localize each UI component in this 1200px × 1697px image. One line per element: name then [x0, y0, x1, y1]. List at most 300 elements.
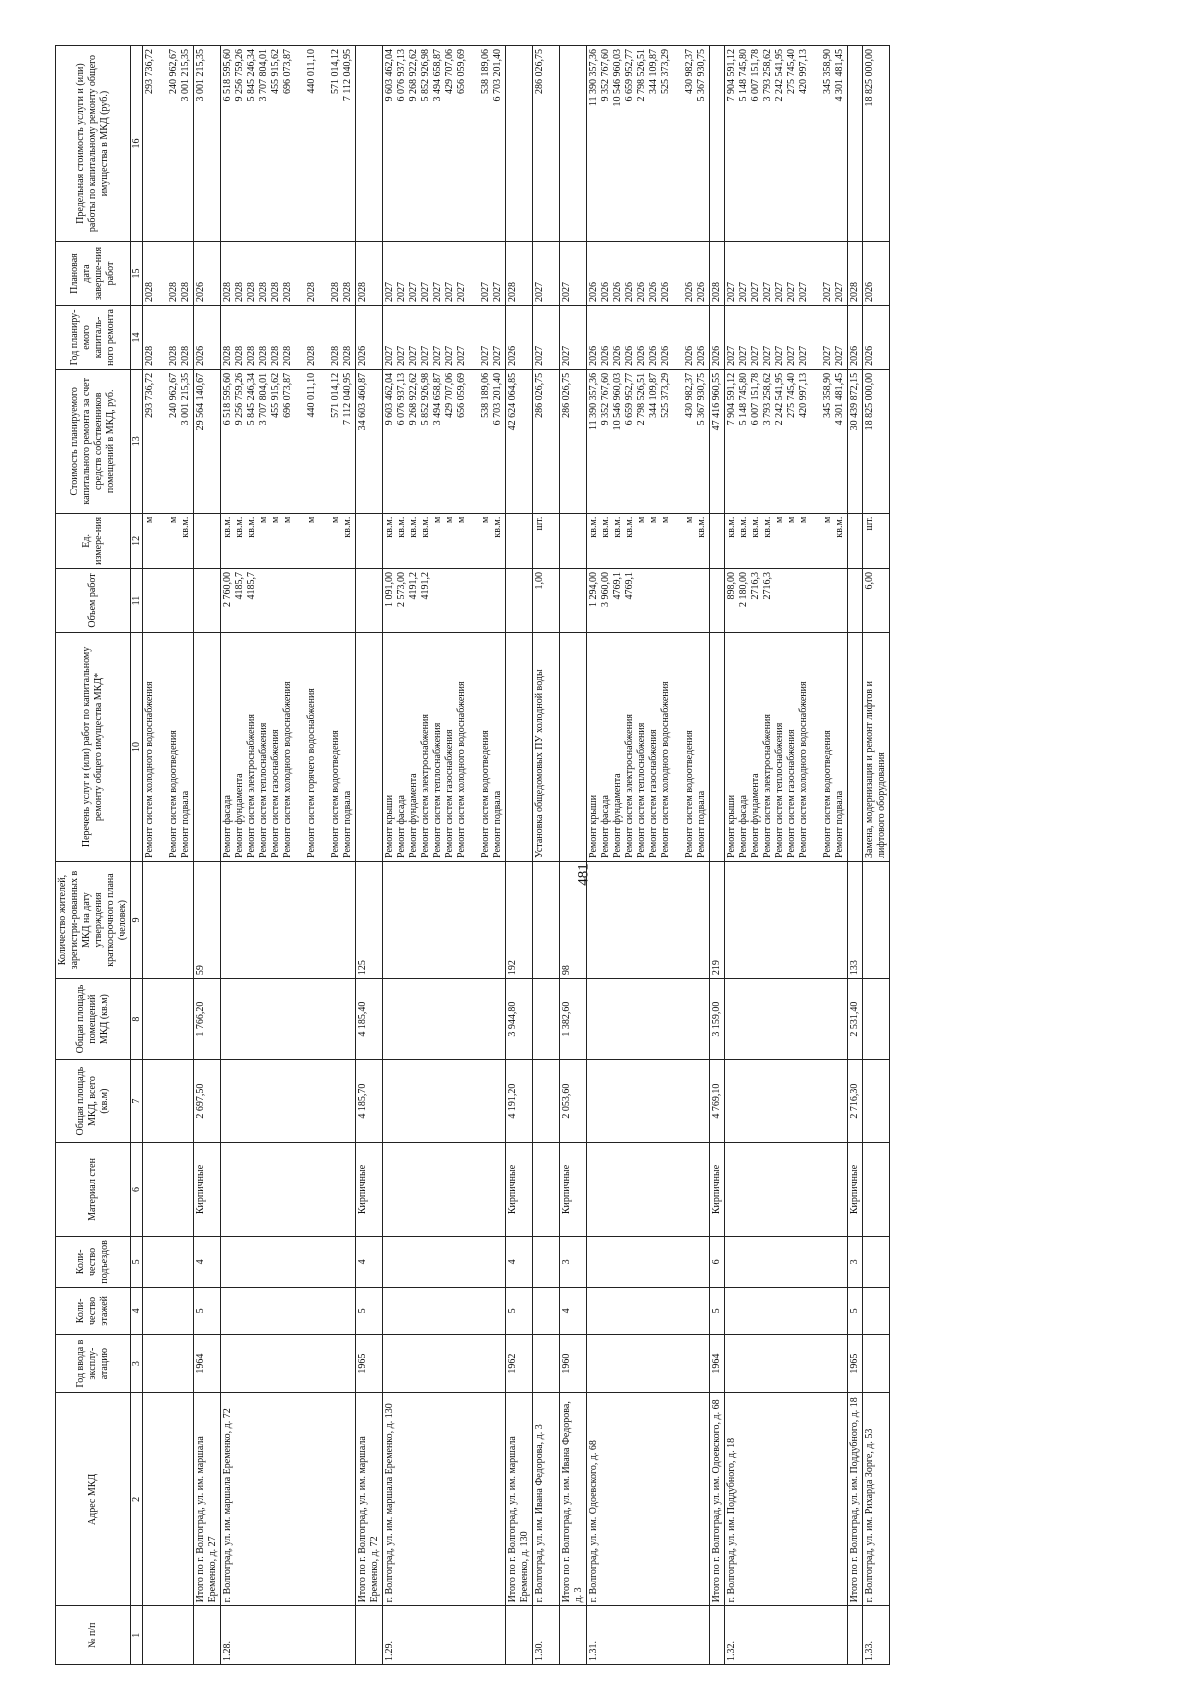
work-cost: 286 026,75 [534, 372, 545, 418]
work-end-date: 2026 [660, 281, 671, 302]
empty-cell [356, 632, 383, 861]
work-cost: 2 242 541,95 [774, 372, 785, 426]
work-end-date: 2028 [306, 281, 317, 302]
work-end-date-cell [221, 242, 356, 306]
header-row [56, 46, 131, 1665]
works-row [587, 46, 710, 1665]
work-volume: 4191,2 [408, 572, 419, 600]
empty-cell [506, 1606, 533, 1665]
rooms-area: 4 185,40 [356, 979, 383, 1060]
work-name: Ремонт систем теплоснабжения [432, 722, 443, 858]
work-max-cost: 696 073,87 [282, 49, 293, 94]
work-name: Ремонт систем водоотведения [168, 730, 179, 858]
total-cost: 42 624 064,85 [506, 369, 533, 513]
work-unit: шт. [534, 516, 545, 531]
empty-cell [383, 1143, 506, 1237]
work-cost-cell [383, 369, 506, 513]
total-cost: 29 564 140,67 [194, 369, 221, 513]
empty-cell [143, 1236, 194, 1287]
page-number: 481 [575, 863, 592, 886]
work-end-date: 2026 [636, 281, 647, 302]
work-cost-cell [587, 369, 710, 513]
total-max-cost [560, 46, 587, 242]
empty-cell [506, 513, 533, 568]
empty-cell [194, 632, 221, 861]
work-max-cost-cell [725, 46, 848, 242]
header-cell: Материал стен [56, 1143, 131, 1237]
empty-cell [560, 1606, 587, 1665]
empty-cell [560, 569, 587, 633]
work-name-cell [221, 632, 356, 861]
work-cost: 571 014,12 [330, 372, 341, 418]
work-year: 2026 [684, 345, 695, 366]
work-end-date: 2026 [624, 281, 635, 302]
empty-cell [383, 861, 506, 978]
work-unit: кв.м. [750, 516, 761, 538]
work-cost: 9 268 922,62 [408, 372, 419, 426]
work-max-cost: 345 358,90 [822, 49, 833, 94]
work-cost: 4 301 481,45 [834, 372, 845, 426]
empty-cell [194, 569, 221, 633]
empty-cell [710, 1606, 725, 1665]
work-unit-cell [221, 513, 356, 568]
work-unit: м [168, 516, 179, 523]
work-end-date: 2027 [396, 281, 407, 302]
work-year: 2028 [222, 345, 233, 366]
work-cost: 696 073,87 [282, 372, 293, 418]
empty-cell [587, 1287, 710, 1334]
work-end-date: 2027 [786, 281, 797, 302]
work-volume [306, 572, 330, 629]
work-unit: м [480, 516, 491, 523]
header-cell: Адрес МКД [56, 1393, 131, 1606]
total-max-cost [710, 46, 725, 242]
work-volume [180, 572, 192, 629]
empty-cell [506, 569, 533, 633]
residents-count: 192 [506, 861, 533, 978]
empty-cell [710, 632, 725, 861]
work-unit: кв.м. [408, 516, 419, 538]
work-cost: 5 148 745,80 [738, 372, 749, 426]
work-cost: 9 603 462,04 [384, 372, 395, 426]
total-end-date: 2026 [194, 242, 221, 306]
empty-cell [383, 1060, 506, 1143]
item-number [143, 1606, 194, 1665]
header-cell: Плановая дата заверше-ния работ [56, 242, 131, 306]
work-cost: 2 798 526,51 [636, 372, 647, 426]
work-cost: 6 659 952,77 [624, 372, 635, 426]
work-volume [432, 572, 444, 629]
total-max-cost [356, 46, 383, 242]
work-max-cost: 429 707,06 [444, 49, 455, 94]
work-volume [786, 572, 798, 629]
empty-cell [194, 1606, 221, 1665]
work-volume: 2 573,00 [396, 572, 407, 608]
work-name: Ремонт систем водоотведения [684, 730, 695, 858]
total-area: 4 185,70 [356, 1060, 383, 1143]
header-cell: Объем работ [56, 569, 131, 633]
work-name-cell [143, 632, 194, 861]
total-end-date: 2028 [356, 242, 383, 306]
empty-cell [587, 1334, 710, 1393]
work-end-date: 2027 [774, 281, 785, 302]
work-year: 2027 [774, 345, 785, 366]
work-cost: 6 703 201,40 [492, 372, 503, 426]
work-volume [834, 572, 846, 629]
work-year: 2026 [624, 345, 635, 366]
work-end-date-cell [863, 242, 890, 306]
work-end-date-cell [383, 242, 506, 306]
entrance-count: 4 [194, 1236, 221, 1287]
work-year: 2027 [798, 345, 809, 366]
empty-cell [863, 1334, 890, 1393]
empty-cell [863, 1236, 890, 1287]
total-max-cost: 3 001 215,35 [194, 46, 221, 242]
item-address: г. Волгоград, ул. им. Ивана Федорова, д. 3 [533, 1393, 560, 1606]
work-end-date: 2028 [282, 281, 293, 302]
wall-material: Кирпичные [848, 1143, 863, 1237]
work-name: Ремонт фундамента [612, 773, 623, 858]
total-cost: 286 026,75 [560, 369, 587, 513]
empty-cell [221, 1287, 356, 1334]
work-year: 2028 [246, 345, 257, 366]
work-unit: м [774, 516, 785, 523]
total-plan-year: 2026 [506, 305, 533, 369]
work-end-date: 2028 [222, 281, 233, 302]
work-max-cost: 18 825 000,00 [864, 49, 875, 107]
empty-cell [143, 1060, 194, 1143]
empty-cell [725, 979, 848, 1060]
work-name: Ремонт систем холодного водоснабжения [660, 681, 671, 858]
work-end-date: 2027 [834, 281, 845, 302]
work-unit: кв.м. [246, 516, 257, 538]
work-volume-cell [533, 569, 560, 633]
work-unit: м [282, 516, 293, 523]
entrance-count: 6 [710, 1236, 725, 1287]
work-end-date: 2027 [384, 281, 395, 302]
work-max-cost: 286 026,75 [534, 49, 545, 94]
total-cost: 30 439 872,15 [848, 369, 863, 513]
commission-year: 1965 [848, 1334, 863, 1393]
work-max-cost: 11 390 357,36 [588, 49, 599, 107]
work-cost: 5 367 930,75 [696, 372, 707, 426]
work-unit-cell [587, 513, 710, 568]
total-end-date: 2027 [560, 242, 587, 306]
column-number: 12 [131, 513, 143, 568]
residents-count: 98 [560, 861, 587, 978]
total-plan-year: 2027 [560, 305, 587, 369]
empty-cell [587, 1143, 710, 1237]
work-volume [168, 572, 180, 629]
commission-year: 1960 [560, 1334, 587, 1393]
work-year: 2026 [588, 345, 599, 366]
work-name: Ремонт систем теплоснабжения [774, 722, 785, 858]
header-cell: Коли-чество подъездов [56, 1236, 131, 1287]
work-max-cost: 10 546 960,03 [612, 49, 623, 107]
work-year: 2028 [168, 345, 179, 366]
work-name: Ремонт систем электроснабжения [246, 714, 257, 858]
rooms-area: 3 159,00 [710, 979, 725, 1060]
empty-cell [143, 979, 194, 1060]
wall-material: Кирпичные [194, 1143, 221, 1237]
empty-cell [383, 979, 506, 1060]
work-name-cell [383, 632, 506, 861]
work-name: Ремонт систем холодного водоснабжения [798, 681, 809, 858]
empty-cell [533, 1287, 560, 1334]
work-cost: 11 390 357,36 [588, 372, 599, 431]
header-cell: Общая площадь МКД, всего (кв.м) [56, 1060, 131, 1143]
rooms-area: 2 531,40 [848, 979, 863, 1060]
total-label: Итого по г. Волгоград, ул. им. Ивана Федорова, д. 3 [560, 1393, 587, 1606]
empty-cell [143, 1287, 194, 1334]
work-name: Ремонт систем газоснабжения [648, 729, 659, 858]
work-year: 2027 [726, 345, 737, 366]
work-volume-cell [143, 569, 194, 633]
work-volume: 2716,3 [750, 572, 761, 600]
total-row [506, 46, 533, 1665]
work-name: Ремонт фундамента [408, 773, 419, 858]
work-end-date: 2027 [444, 281, 455, 302]
work-end-date: 2027 [480, 281, 491, 302]
work-volume: 1,00 [534, 572, 545, 590]
work-volume: 2716,3 [762, 572, 773, 600]
work-unit: кв.м. [234, 516, 245, 538]
work-max-cost-cell [587, 46, 710, 242]
work-year: 2027 [456, 345, 467, 366]
work-year: 2026 [636, 345, 647, 366]
work-max-cost: 3 707 804,01 [258, 49, 269, 102]
total-cost: 47 416 960,55 [710, 369, 725, 513]
work-end-date: 2026 [864, 281, 875, 302]
item-address: г. Волгоград, ул. им. Одоевского, д. 68 [587, 1393, 710, 1606]
work-year: 2027 [492, 345, 503, 366]
work-max-cost: 9 603 462,04 [384, 49, 395, 102]
work-unit: м [636, 516, 647, 523]
work-year: 2026 [660, 345, 671, 366]
work-cost: 10 546 960,03 [612, 372, 623, 431]
floor-count: 4 [560, 1287, 587, 1334]
column-number: 6 [131, 1143, 143, 1237]
work-max-cost: 9 268 922,62 [408, 49, 419, 102]
empty-cell [863, 979, 890, 1060]
work-end-date: 2026 [600, 281, 611, 302]
work-end-date: 2027 [492, 281, 503, 302]
work-unit: кв.м. [420, 516, 431, 538]
column-number: 9 [131, 861, 143, 978]
work-unit: кв.м. [612, 516, 623, 538]
work-volume: 3 960,00 [600, 572, 611, 608]
work-unit: кв.м. [834, 516, 845, 538]
work-end-date: 2028 [180, 281, 191, 302]
work-volume [330, 572, 342, 629]
works-row [143, 46, 194, 1665]
work-unit: м [648, 516, 659, 523]
total-plan-year: 2026 [356, 305, 383, 369]
work-name: Ремонт систем горячего водоснабжения [306, 688, 317, 858]
total-area: 4 769,10 [710, 1060, 725, 1143]
work-cost-cell [143, 369, 194, 513]
work-volume [798, 572, 822, 629]
empty-cell [221, 1143, 356, 1237]
work-name: Ремонт систем теплоснабжения [636, 722, 647, 858]
work-max-cost: 6 076 937,13 [396, 49, 407, 102]
column-number: 16 [131, 46, 143, 242]
header-cell: Стоимость планируемого капитального ремонта за счет средств собственников помещений в МКД, руб. [56, 369, 131, 513]
work-unit: м [786, 516, 797, 523]
work-volume [480, 572, 492, 629]
empty-cell [587, 861, 710, 978]
work-max-cost: 7 112 040,95 [342, 49, 353, 102]
total-row [848, 46, 863, 1665]
work-name-cell [863, 632, 890, 861]
work-year-cell [143, 305, 194, 369]
work-year-cell [725, 305, 848, 369]
work-max-cost: 9 256 759,26 [234, 49, 245, 102]
empty-cell [863, 1143, 890, 1237]
floor-count: 5 [848, 1287, 863, 1334]
total-area: 2 053,60 [560, 1060, 587, 1143]
work-name: Установка общедомовых ПУ холодной воды [534, 669, 545, 858]
work-unit: кв.м. [492, 516, 503, 538]
work-cost: 430 982,37 [684, 372, 695, 418]
work-name: Ремонт подвала [180, 790, 191, 858]
work-volume: 898,00 [726, 572, 737, 600]
item-address: г. Волгоград, ул. им. Поддубного, д. 18 [725, 1393, 848, 1606]
residents-count: 125 [356, 861, 383, 978]
work-max-cost: 344 109,87 [648, 49, 659, 94]
work-unit: кв.м. [396, 516, 407, 538]
work-unit-cell [533, 513, 560, 568]
work-unit: шт. [864, 516, 875, 531]
work-cost: 345 358,90 [822, 372, 833, 418]
header-cell: Коли-чество этажей [56, 1287, 131, 1334]
work-end-date: 2027 [456, 281, 467, 302]
column-number: 4 [131, 1287, 143, 1334]
floor-count: 5 [194, 1287, 221, 1334]
total-label: Итого по г. Волгоград, ул. им. маршала Еременко, д. 130 [506, 1393, 533, 1606]
work-max-cost: 293 736,72 [144, 49, 155, 94]
empty-cell [725, 1334, 848, 1393]
header-cell: № п/п [56, 1606, 131, 1665]
total-cost: 34 603 460,87 [356, 369, 383, 513]
work-name: Ремонт систем электроснабжения [762, 714, 773, 858]
work-cost-cell [725, 369, 848, 513]
work-name: Замена, модернизация и ремонт лифтов и лифтового оборудования [864, 681, 887, 858]
works-row [533, 46, 560, 1665]
work-year: 2026 [696, 345, 707, 366]
empty-cell [710, 569, 725, 633]
work-unit: кв.м. [342, 516, 353, 538]
empty-cell [356, 513, 383, 568]
work-unit: м [456, 516, 467, 523]
work-max-cost: 656 059,69 [456, 49, 467, 94]
work-year: 2028 [282, 345, 293, 366]
empty-cell [725, 1060, 848, 1143]
work-cost: 3 001 215,35 [180, 372, 191, 426]
work-year: 2027 [408, 345, 419, 366]
total-label: Итого по г. Волгоград, ул. им. маршала Еременко, д. 72 [356, 1393, 383, 1606]
work-end-date: 2027 [408, 281, 419, 302]
commission-year: 1964 [710, 1334, 725, 1393]
wall-material: Кирпичные [560, 1143, 587, 1237]
empty-cell [848, 513, 863, 568]
entrance-count: 3 [848, 1236, 863, 1287]
total-area: 4 191,20 [506, 1060, 533, 1143]
work-volume-cell [221, 569, 356, 633]
header-cell: Год планиру-емого капиталь-ного ремонта [56, 305, 131, 369]
work-end-date: 2027 [798, 281, 809, 302]
work-cost: 538 189,06 [480, 372, 491, 418]
work-end-date: 2027 [534, 281, 545, 302]
work-unit: м [270, 516, 281, 523]
work-name: Ремонт систем газоснабжения [786, 729, 797, 858]
total-label: Итого по г. Волгоград, ул. им. Одоевского, д. 68 [710, 1393, 725, 1606]
work-name: Ремонт фундамента [234, 773, 245, 858]
wall-material: Кирпичные [710, 1143, 725, 1237]
work-end-date: 2028 [144, 281, 155, 302]
work-max-cost-cell [383, 46, 506, 242]
empty-cell [383, 1236, 506, 1287]
work-name: Ремонт систем холодного водоснабжения [456, 681, 467, 858]
work-max-cost: 3 494 658,87 [432, 49, 443, 102]
work-year: 2026 [612, 345, 623, 366]
works-row [863, 46, 890, 1665]
column-number-row [131, 46, 143, 1665]
item-number: 1.31. [587, 1606, 710, 1665]
work-name: Ремонт подвала [696, 790, 707, 858]
residents-count: 59 [194, 861, 221, 978]
work-cost-cell [863, 369, 890, 513]
work-max-cost: 7 904 591,12 [726, 49, 737, 102]
work-year: 2026 [864, 345, 875, 366]
work-unit: м [330, 516, 341, 523]
total-plan-year: 2026 [710, 305, 725, 369]
works-row [725, 46, 848, 1665]
total-max-cost [506, 46, 533, 242]
header-cell: Количество жителей, зарегистри-рованных в МКД на дату утверждения краткосрочного плана (человек) [56, 861, 131, 978]
work-unit: кв.м. [738, 516, 749, 538]
work-cost: 3 793 258,62 [762, 372, 773, 426]
column-number: 5 [131, 1236, 143, 1287]
item-number: 1.32. [725, 1606, 848, 1665]
empty-cell [383, 1334, 506, 1393]
work-max-cost: 6 703 201,40 [492, 49, 503, 102]
work-cost: 420 997,13 [798, 372, 809, 418]
work-max-cost: 5 852 926,98 [420, 49, 431, 102]
work-volume [660, 572, 684, 629]
work-year-cell [383, 305, 506, 369]
work-cost: 3 494 658,87 [432, 372, 443, 426]
work-year: 2027 [534, 345, 545, 366]
work-volume [144, 572, 168, 629]
work-name-cell [533, 632, 560, 861]
work-end-date-cell [143, 242, 194, 306]
work-max-cost: 2 242 541,95 [774, 49, 785, 102]
work-unit: кв.м. [588, 516, 599, 538]
work-year: 2026 [600, 345, 611, 366]
work-cost: 5 852 926,98 [420, 372, 431, 426]
work-volume-cell [383, 569, 506, 633]
column-number: 7 [131, 1060, 143, 1143]
floor-count: 5 [506, 1287, 533, 1334]
work-max-cost: 2 798 526,51 [636, 49, 647, 102]
rooms-area: 1 766,20 [194, 979, 221, 1060]
work-end-date: 2026 [612, 281, 623, 302]
column-number: 3 [131, 1334, 143, 1393]
work-volume [444, 572, 456, 629]
work-max-cost: 571 014,12 [330, 49, 341, 94]
total-label: Итого по г. Волгоград, ул. им. Поддубного, д. 18 [848, 1393, 863, 1606]
